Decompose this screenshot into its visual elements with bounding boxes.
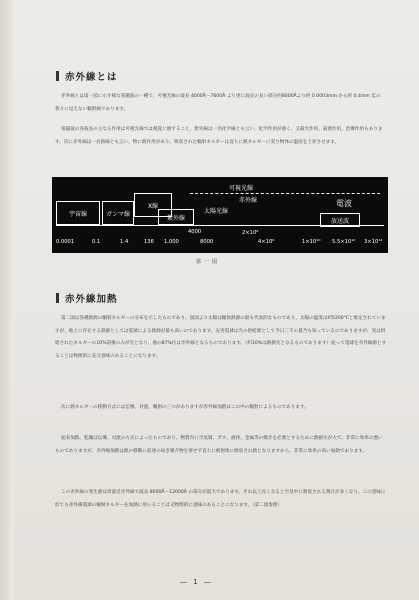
tick-label: 136 <box>144 239 154 245</box>
tick-label: 0.0001 <box>56 239 75 245</box>
paragraph: 電磁波の各波長の主なる作用は可視光線では視覚に感ずること、紫外線は一名化学線とも云い、化学作用が強く、又殺光作用、殺菌作用、治療作用もあります。次に赤外線は一名熱線とも云い、物に熱作用があり、吸収された輻射ネルギーは直ちに熱ネルギーに変り物体の温度を上昇させます。 <box>55 127 383 145</box>
range-line <box>190 193 380 194</box>
gamma-ray-band: ガンマ線 <box>102 201 134 225</box>
ultraviolet-band: 紫外線 <box>158 209 194 225</box>
section-heading-infrared <box>56 69 118 83</box>
tick-label: 1×10¹⁰ <box>302 239 321 245</box>
heading-bar-icon <box>56 71 59 81</box>
tick-label: 4×10⁶ <box>258 239 275 245</box>
tick-label: 0.1 <box>92 239 101 245</box>
tick-label: 8000 <box>200 239 214 245</box>
infrared-band-label: 赤外線 <box>238 197 257 204</box>
spectrum-figure <box>52 177 388 253</box>
tick-label: 2×10⁶ <box>242 230 259 236</box>
heading-bar-icon <box>56 293 59 303</box>
section-title: 赤外線加熱 <box>65 294 118 305</box>
tick-label: 5.5×10¹² <box>332 239 356 245</box>
axis-line <box>56 225 384 226</box>
x-ray-band: X線 <box>134 193 172 217</box>
paragraph: 次に熱ネルギーの移動方式には伝導、対流、輻射の三つがありますが赤外線加熱はこの中の輻射によるものであります。 <box>61 405 309 410</box>
paragraph: 従来加熱、乾燥は伝導、対流の方式によったものであり、物質内に空気層、ガス、液体、金属等の媒介を必要とするために熱損失が大で、非常に効率の悪いものでありますが、赤外線加熱は熱の移動に前述の如き媒介物を要せず直ちに被射体に吸収され熱となりますから、非常に効率の高い加熱であります。 <box>55 436 383 454</box>
visible-light-label: 可視光線 <box>228 184 253 192</box>
paragraph: 第二図は各種熱源の輻射ネルギーの分布を示したものであり、図図より太陽は輻射熱源の最も代表的なものであり、太陽の温度は約5200℃と推定されていますが、地上に存在する熱源としては電球による熱源が最も高いのであります。充実電球は光の供給源として今日三千の量乃も知っているのでありますが、実は供給されたネルギーの10%前後のみが光となり、他の87%位は赤外線となるものであります。（約10%は熱損失となるものであります）従って電球を赤外線源とすることは物理的に充分意味のあることになります。 <box>55 316 387 359</box>
cosmic-ray-band: 宇宙線 <box>56 201 100 225</box>
tick-label: 1,000 <box>164 239 179 245</box>
paragraph: この赤外線の発生源は周波近赤外線で波長 8000Å〜12000Å の部分が最大であります。それ以上長くなると空気中に吸収される割合が多くなり、この意味に於ても赤外線電球の輻射ネルギーを加熱に用いることは又物理的に意味のあることになります。（第二図参照） <box>55 490 386 508</box>
section-title: 赤外線とは <box>65 72 118 83</box>
page-number: — 1 — <box>180 578 213 586</box>
sunlight-band-label: 太陽光線 <box>203 208 228 215</box>
paragraph: 赤外線とは第一図に示す様な電磁波の一種で、可視光線の波長 4000Å〜7600Å より更に波長の長い部分約8000Åより約 0.0003mm から約 0.4mm 迄の我々に見えない輻射線であります。 <box>55 94 381 112</box>
tick-label: 3×10¹⁴ <box>364 239 383 245</box>
tick-label: 1.4 <box>120 239 129 245</box>
broadcast-band: 放送波 <box>320 213 360 227</box>
tick-label: 4000 <box>188 229 202 235</box>
radio-wave-band: 電波 <box>336 198 352 208</box>
figure-caption: 第一図 <box>196 259 221 265</box>
section-heading-heating <box>56 291 118 305</box>
